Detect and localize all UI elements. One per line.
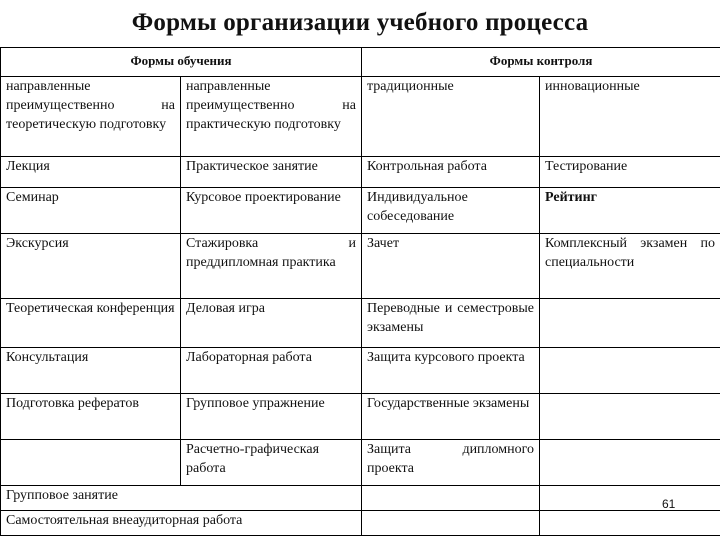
table-cell: Теоретическая конференция xyxy=(1,299,181,348)
table-cell: Расчетно-графическая работа xyxy=(181,440,362,486)
table-cell: Защита курсового проекта xyxy=(362,348,540,394)
table-row xyxy=(1,188,720,234)
table-cell xyxy=(540,299,720,348)
table-row xyxy=(1,394,720,440)
table-cell: Консультация xyxy=(1,348,181,394)
table-cell: Стажировка и преддипломная практика xyxy=(181,234,362,299)
table-cell: Рейтинг xyxy=(540,188,720,234)
table-cell xyxy=(540,348,720,394)
table-row xyxy=(1,234,720,299)
organization-forms-table xyxy=(0,47,720,536)
table-cell: Лекция xyxy=(1,157,181,188)
table-cell: Деловая игра xyxy=(181,299,362,348)
table-cell xyxy=(540,394,720,440)
table-cell: Комплексный экзамен по специальности xyxy=(540,234,720,299)
table-cell: Групповое упражнение xyxy=(181,394,362,440)
table-row xyxy=(1,486,720,511)
table-cell: Подготовка рефератов xyxy=(1,394,181,440)
subheader-practical: направленные преимущественно на практическую подготовку xyxy=(181,77,362,157)
table-cell: Контрольная работа xyxy=(362,157,540,188)
table-cell: Зачет xyxy=(362,234,540,299)
table-cell xyxy=(362,511,540,536)
subheader-innovative: инновационные xyxy=(540,77,720,157)
table-row xyxy=(1,348,720,394)
independent-work-cell: Самостоятельная внеаудиторная работа xyxy=(1,511,362,536)
table-cell: Практическое занятие xyxy=(181,157,362,188)
table-row xyxy=(1,511,720,536)
table-cell: Переводные и семестровые экзамены xyxy=(362,299,540,348)
subheader-row xyxy=(1,77,720,157)
table-cell xyxy=(1,440,181,486)
table-cell: Экскурсия xyxy=(1,234,181,299)
table-cell: Семинар xyxy=(1,188,181,234)
header-learning-forms: Формы обучения xyxy=(1,48,362,77)
subheader-theoretical: направленные преимущественно на теоретическую подготовку xyxy=(1,77,181,157)
table-cell: Защита дипломного проекта xyxy=(362,440,540,486)
subheader-traditional: традиционные xyxy=(362,77,540,157)
group-lesson-cell: Групповое занятие xyxy=(1,486,362,511)
table-cell: Лабораторная работа xyxy=(181,348,362,394)
slide-title: Формы организации учебного процесса xyxy=(131,9,589,36)
table-cell: Государственные экзамены xyxy=(362,394,540,440)
table-cell: Тестирование xyxy=(540,157,720,188)
table-cell: Индивидуальное собеседование xyxy=(362,188,540,234)
table-cell xyxy=(540,511,720,536)
table-row xyxy=(1,299,720,348)
page-number: 61 xyxy=(662,497,676,511)
table-cell xyxy=(362,486,540,511)
group-header-row xyxy=(1,48,720,77)
table-cell xyxy=(540,486,720,511)
header-control-forms: Формы контроля xyxy=(362,48,720,77)
table-cell xyxy=(540,440,720,486)
table-row xyxy=(1,440,720,486)
table-cell: Курсовое проектирование xyxy=(181,188,362,234)
table-row xyxy=(1,157,720,188)
